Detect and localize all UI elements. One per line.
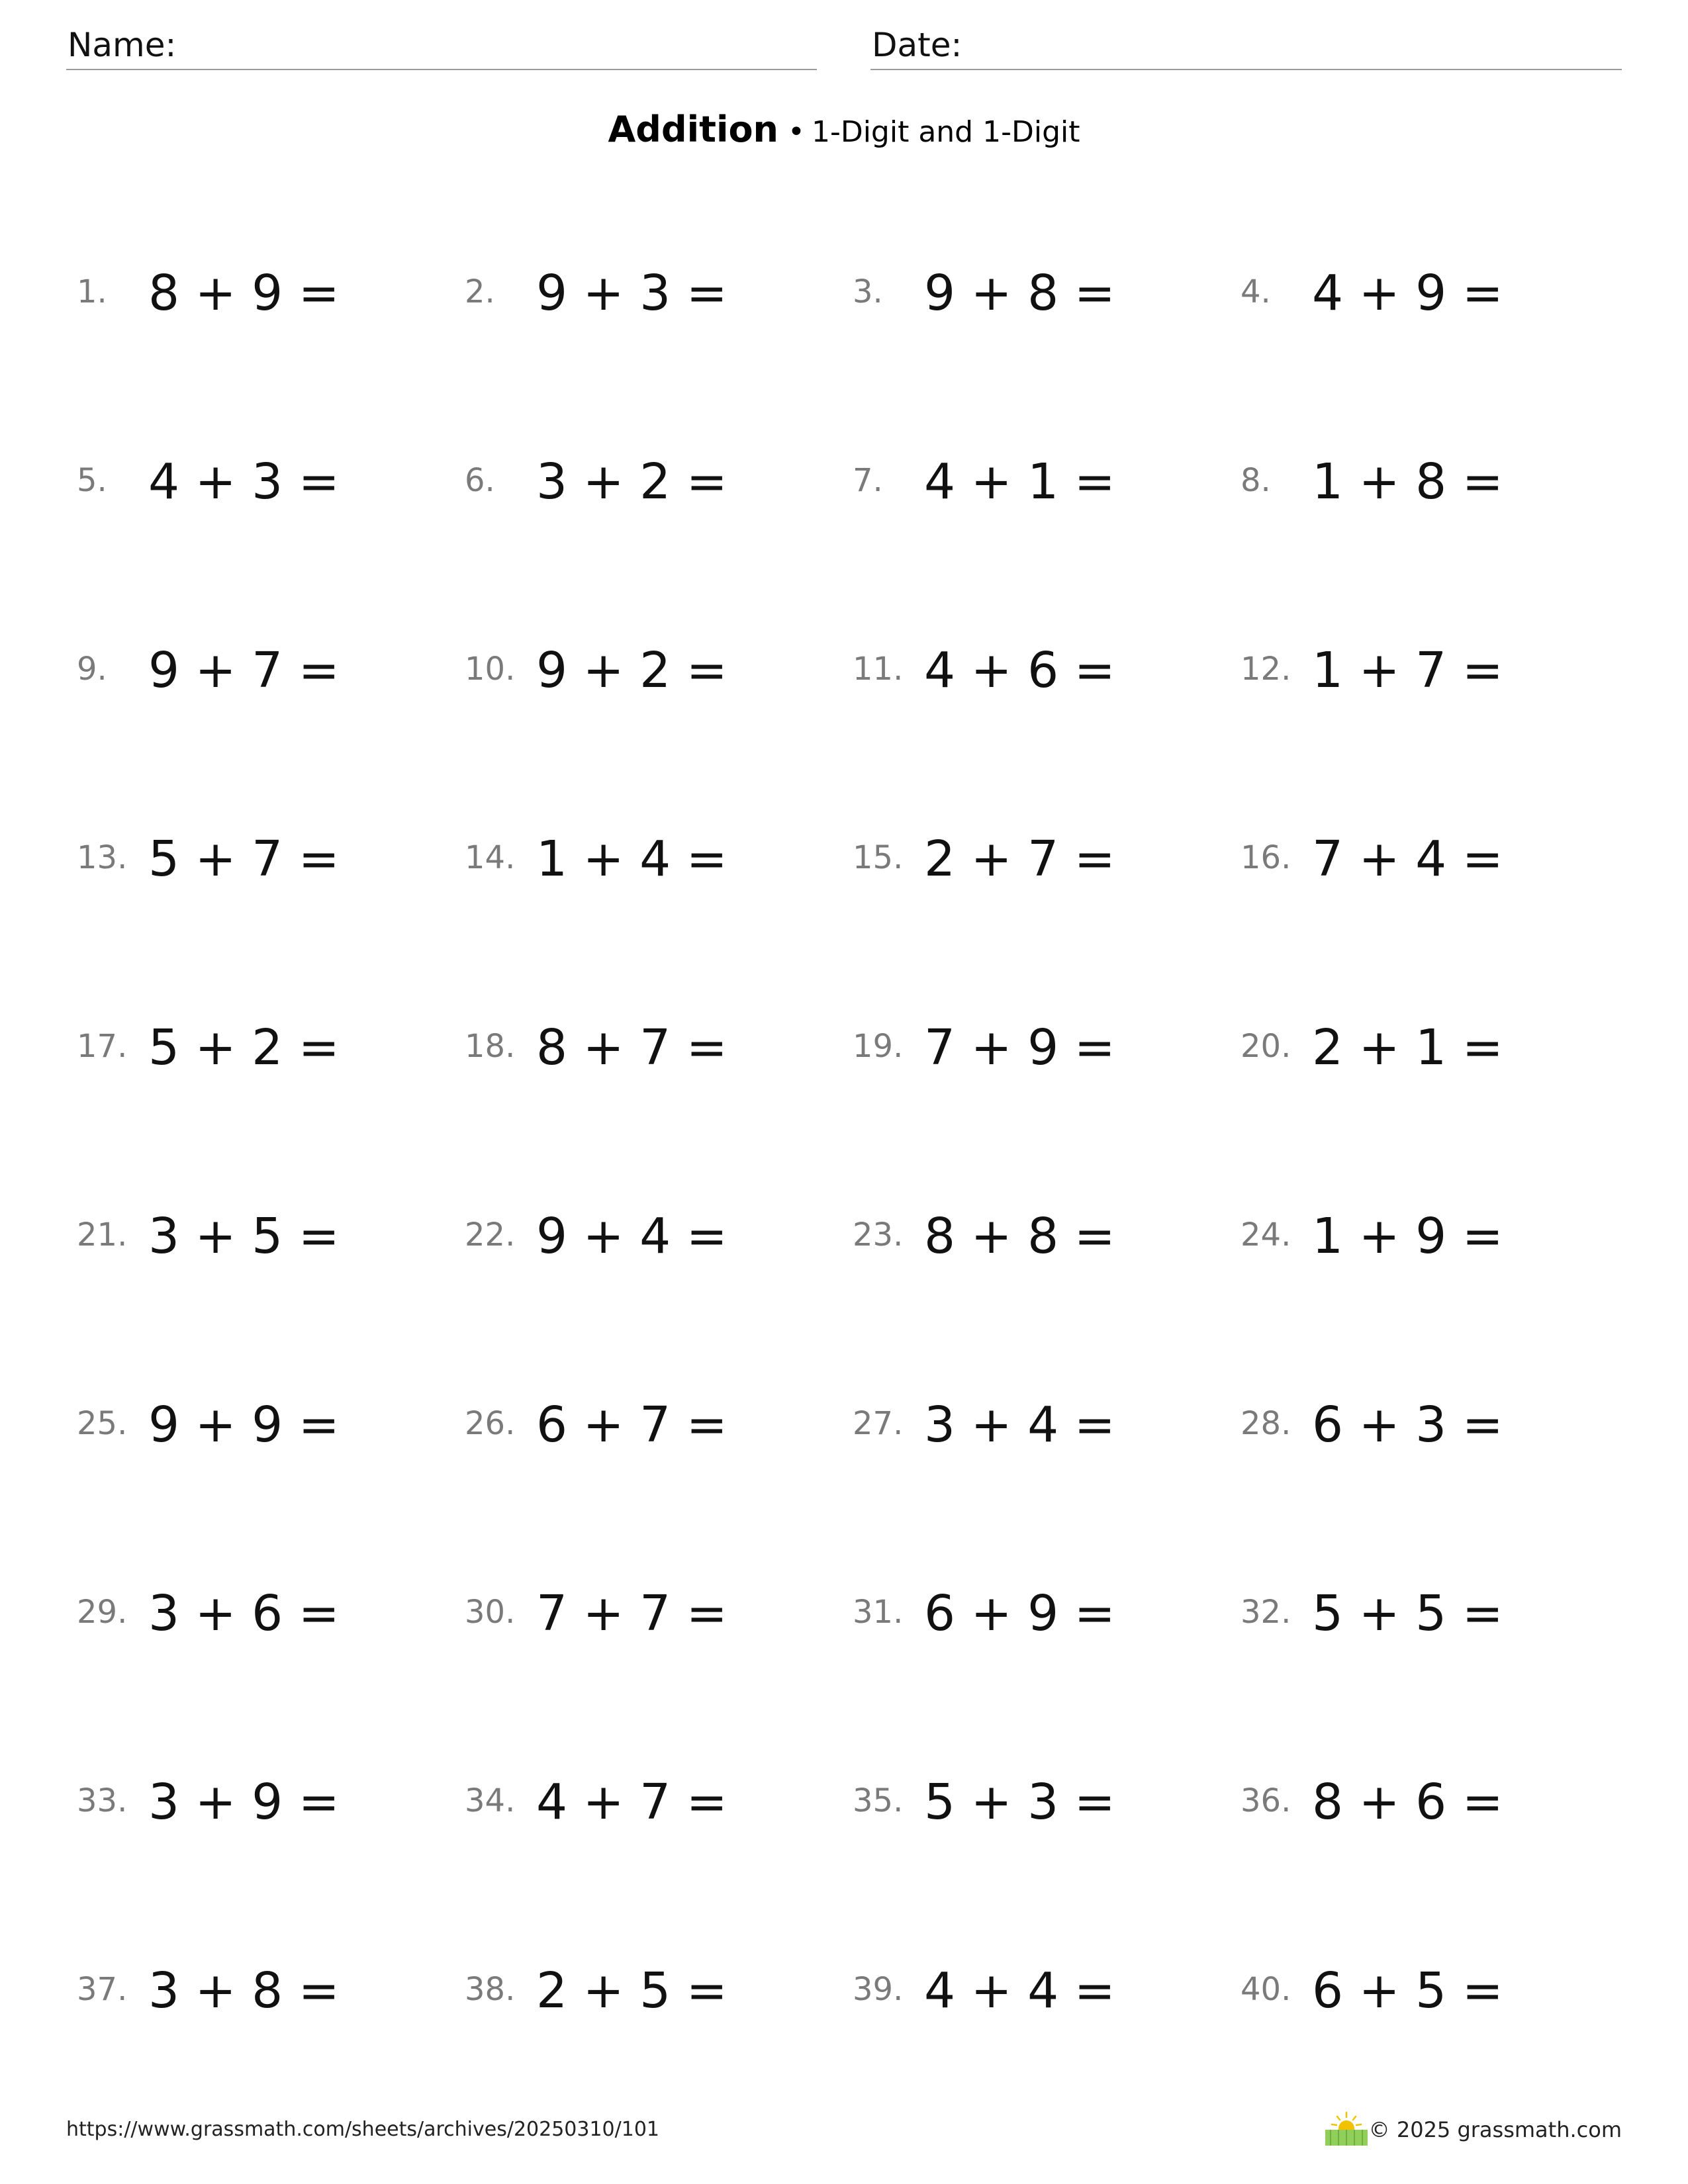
- problem-expression: 9 + 3 =: [536, 265, 727, 322]
- problem-item[interactable]: [77, 387, 447, 576]
- problem-number: 13.: [77, 839, 128, 876]
- problem-number: 5.: [77, 462, 107, 499]
- problem-item[interactable]: [853, 1707, 1223, 1896]
- problem-number: 4.: [1241, 273, 1271, 310]
- problem-expression: 4 + 7 =: [536, 1774, 727, 1831]
- problem-item[interactable]: [853, 764, 1223, 953]
- problem-item[interactable]: [77, 1330, 447, 1519]
- problem-number: 19.: [853, 1028, 904, 1065]
- problem-expression: 5 + 2 =: [148, 1019, 340, 1076]
- date-field[interactable]: [870, 21, 1622, 70]
- problem-item[interactable]: [853, 1142, 1223, 1330]
- problem-expression: 1 + 8 =: [1312, 453, 1503, 510]
- problem-number: 3.: [853, 273, 883, 310]
- problem-number: 36.: [1241, 1782, 1291, 1819]
- problem-item[interactable]: [77, 199, 447, 387]
- problem-expression: 6 + 9 =: [924, 1585, 1115, 1642]
- name-label: Name:: [68, 26, 177, 64]
- problem-number: 32.: [1241, 1594, 1291, 1631]
- problem-item[interactable]: [1241, 1519, 1611, 1707]
- problem-expression: 5 + 7 =: [148, 831, 340, 887]
- problem-number: 16.: [1241, 839, 1291, 876]
- problem-expression: 2 + 1 =: [1312, 1019, 1503, 1076]
- problem-item[interactable]: [1241, 1707, 1611, 1896]
- problem-item[interactable]: [77, 1707, 447, 1896]
- problem-expression: 9 + 8 =: [924, 265, 1115, 322]
- problem-row: [0, 764, 1688, 953]
- problem-expression: 5 + 3 =: [924, 1774, 1115, 1831]
- problem-number: 28.: [1241, 1405, 1291, 1442]
- problem-expression: 6 + 7 =: [536, 1396, 727, 1453]
- problem-row: [0, 576, 1688, 764]
- problem-item[interactable]: [465, 953, 835, 1142]
- problem-number: 26.: [465, 1405, 516, 1442]
- problem-number: 27.: [853, 1405, 904, 1442]
- problem-expression: 6 + 3 =: [1312, 1396, 1503, 1453]
- problem-expression: 3 + 4 =: [924, 1396, 1115, 1453]
- problem-expression: 3 + 5 =: [148, 1208, 340, 1265]
- problem-item[interactable]: [77, 1142, 447, 1330]
- problem-item[interactable]: [465, 764, 835, 953]
- problem-item[interactable]: [465, 576, 835, 764]
- problem-expression: 3 + 9 =: [148, 1774, 340, 1831]
- problem-number: 8.: [1241, 462, 1271, 499]
- problem-item[interactable]: [853, 1519, 1223, 1707]
- problem-expression: 8 + 6 =: [1312, 1774, 1503, 1831]
- problem-item[interactable]: [853, 199, 1223, 387]
- problem-row: [0, 1707, 1688, 1896]
- problem-number: 40.: [1241, 1971, 1291, 2008]
- problem-item[interactable]: [1241, 953, 1611, 1142]
- problem-number: 25.: [77, 1405, 128, 1442]
- title-subtitle: 1-Digit and 1-Digit: [811, 115, 1080, 149]
- problem-number: 29.: [77, 1594, 128, 1631]
- problem-item[interactable]: [465, 1896, 835, 2085]
- problem-number: 20.: [1241, 1028, 1291, 1065]
- problem-expression: 9 + 2 =: [536, 642, 727, 699]
- problem-item[interactable]: [1241, 764, 1611, 953]
- problem-number: 33.: [77, 1782, 128, 1819]
- problem-expression: 9 + 9 =: [148, 1396, 340, 1453]
- problem-row: [0, 1896, 1688, 2085]
- problem-expression: 3 + 2 =: [536, 453, 727, 510]
- problem-expression: 6 + 5 =: [1312, 1962, 1503, 2019]
- problem-expression: 9 + 7 =: [148, 642, 340, 699]
- date-label: Date:: [872, 26, 962, 64]
- problem-item[interactable]: [1241, 199, 1611, 387]
- problem-number: 22.: [465, 1216, 516, 1253]
- problem-item[interactable]: [77, 1896, 447, 2085]
- problem-number: 23.: [853, 1216, 904, 1253]
- sun-over-grass-icon: [1323, 2110, 1370, 2147]
- problem-expression: 1 + 4 =: [536, 831, 727, 887]
- footer-copyright: © 2025 grassmath.com: [1368, 2117, 1622, 2142]
- problem-item[interactable]: [1241, 1142, 1611, 1330]
- name-field[interactable]: [66, 21, 817, 70]
- problem-expression: 8 + 8 =: [924, 1208, 1115, 1265]
- problem-item[interactable]: [465, 1142, 835, 1330]
- problem-expression: 3 + 6 =: [148, 1585, 340, 1642]
- problem-item[interactable]: [465, 199, 835, 387]
- problem-number: 7.: [853, 462, 883, 499]
- problem-number: 14.: [465, 839, 516, 876]
- problem-expression: 2 + 5 =: [536, 1962, 727, 2019]
- problem-row: [0, 953, 1688, 1142]
- problem-item[interactable]: [77, 576, 447, 764]
- problem-item[interactable]: [465, 1707, 835, 1896]
- problem-row: [0, 199, 1688, 387]
- problem-expression: 8 + 7 =: [536, 1019, 727, 1076]
- problem-expression: 1 + 7 =: [1312, 642, 1503, 699]
- problem-expression: 9 + 4 =: [536, 1208, 727, 1265]
- problem-item[interactable]: [853, 576, 1223, 764]
- problem-expression: 4 + 1 =: [924, 453, 1115, 510]
- problem-row: [0, 1142, 1688, 1330]
- problem-item[interactable]: [77, 953, 447, 1142]
- problem-number: 35.: [853, 1782, 904, 1819]
- problem-number: 38.: [465, 1971, 516, 2008]
- worksheet-title: [0, 106, 1688, 156]
- problem-item[interactable]: [465, 1330, 835, 1519]
- problem-expression: 2 + 7 =: [924, 831, 1115, 887]
- problem-row: [0, 387, 1688, 576]
- problem-expression: 7 + 4 =: [1312, 831, 1503, 887]
- problem-number: 39.: [853, 1971, 904, 2008]
- problem-item[interactable]: [465, 387, 835, 576]
- problem-item[interactable]: [1241, 576, 1611, 764]
- problem-expression: 8 + 9 =: [148, 265, 340, 322]
- problem-number: 11.: [853, 651, 904, 688]
- problem-number: 1.: [77, 273, 107, 310]
- problem-number: 31.: [853, 1594, 904, 1631]
- problem-number: 34.: [465, 1782, 516, 1819]
- problem-number: 6.: [465, 462, 495, 499]
- problem-expression: 4 + 9 =: [1312, 265, 1503, 322]
- problem-expression: 5 + 5 =: [1312, 1585, 1503, 1642]
- problem-expression: 1 + 9 =: [1312, 1208, 1503, 1265]
- problem-item[interactable]: [1241, 1330, 1611, 1519]
- problem-row: [0, 1330, 1688, 1519]
- problem-item[interactable]: [1241, 387, 1611, 576]
- problem-item[interactable]: [853, 1896, 1223, 2085]
- problem-expression: 4 + 4 =: [924, 1962, 1115, 2019]
- problem-number: 15.: [853, 839, 904, 876]
- title-main: Addition: [608, 109, 778, 150]
- problem-item[interactable]: [77, 764, 447, 953]
- problem-number: 17.: [77, 1028, 128, 1065]
- title-separator: •: [788, 115, 805, 149]
- problem-number: 9.: [77, 651, 107, 688]
- problem-item[interactable]: [853, 1330, 1223, 1519]
- problem-expression: 4 + 3 =: [148, 453, 340, 510]
- problem-number: 2.: [465, 273, 495, 310]
- problem-row: [0, 1519, 1688, 1707]
- problem-item[interactable]: [1241, 1896, 1611, 2085]
- problem-expression: 3 + 8 =: [148, 1962, 340, 2019]
- problem-expression: 4 + 6 =: [924, 642, 1115, 699]
- problem-item[interactable]: [853, 953, 1223, 1142]
- footer-url[interactable]: https://www.grassmath.com/sheets/archives/20250310/101: [66, 2118, 660, 2141]
- problem-number: 24.: [1241, 1216, 1291, 1253]
- problem-expression: 7 + 9 =: [924, 1019, 1115, 1076]
- problem-number: 37.: [77, 1971, 128, 2008]
- problem-number: 21.: [77, 1216, 128, 1253]
- problem-number: 18.: [465, 1028, 516, 1065]
- problem-number: 12.: [1241, 651, 1291, 688]
- problem-item[interactable]: [853, 387, 1223, 576]
- problem-item[interactable]: [465, 1519, 835, 1707]
- problem-number: 30.: [465, 1594, 516, 1631]
- problem-number: 10.: [465, 651, 516, 688]
- problem-item[interactable]: [77, 1519, 447, 1707]
- problem-expression: 7 + 7 =: [536, 1585, 727, 1642]
